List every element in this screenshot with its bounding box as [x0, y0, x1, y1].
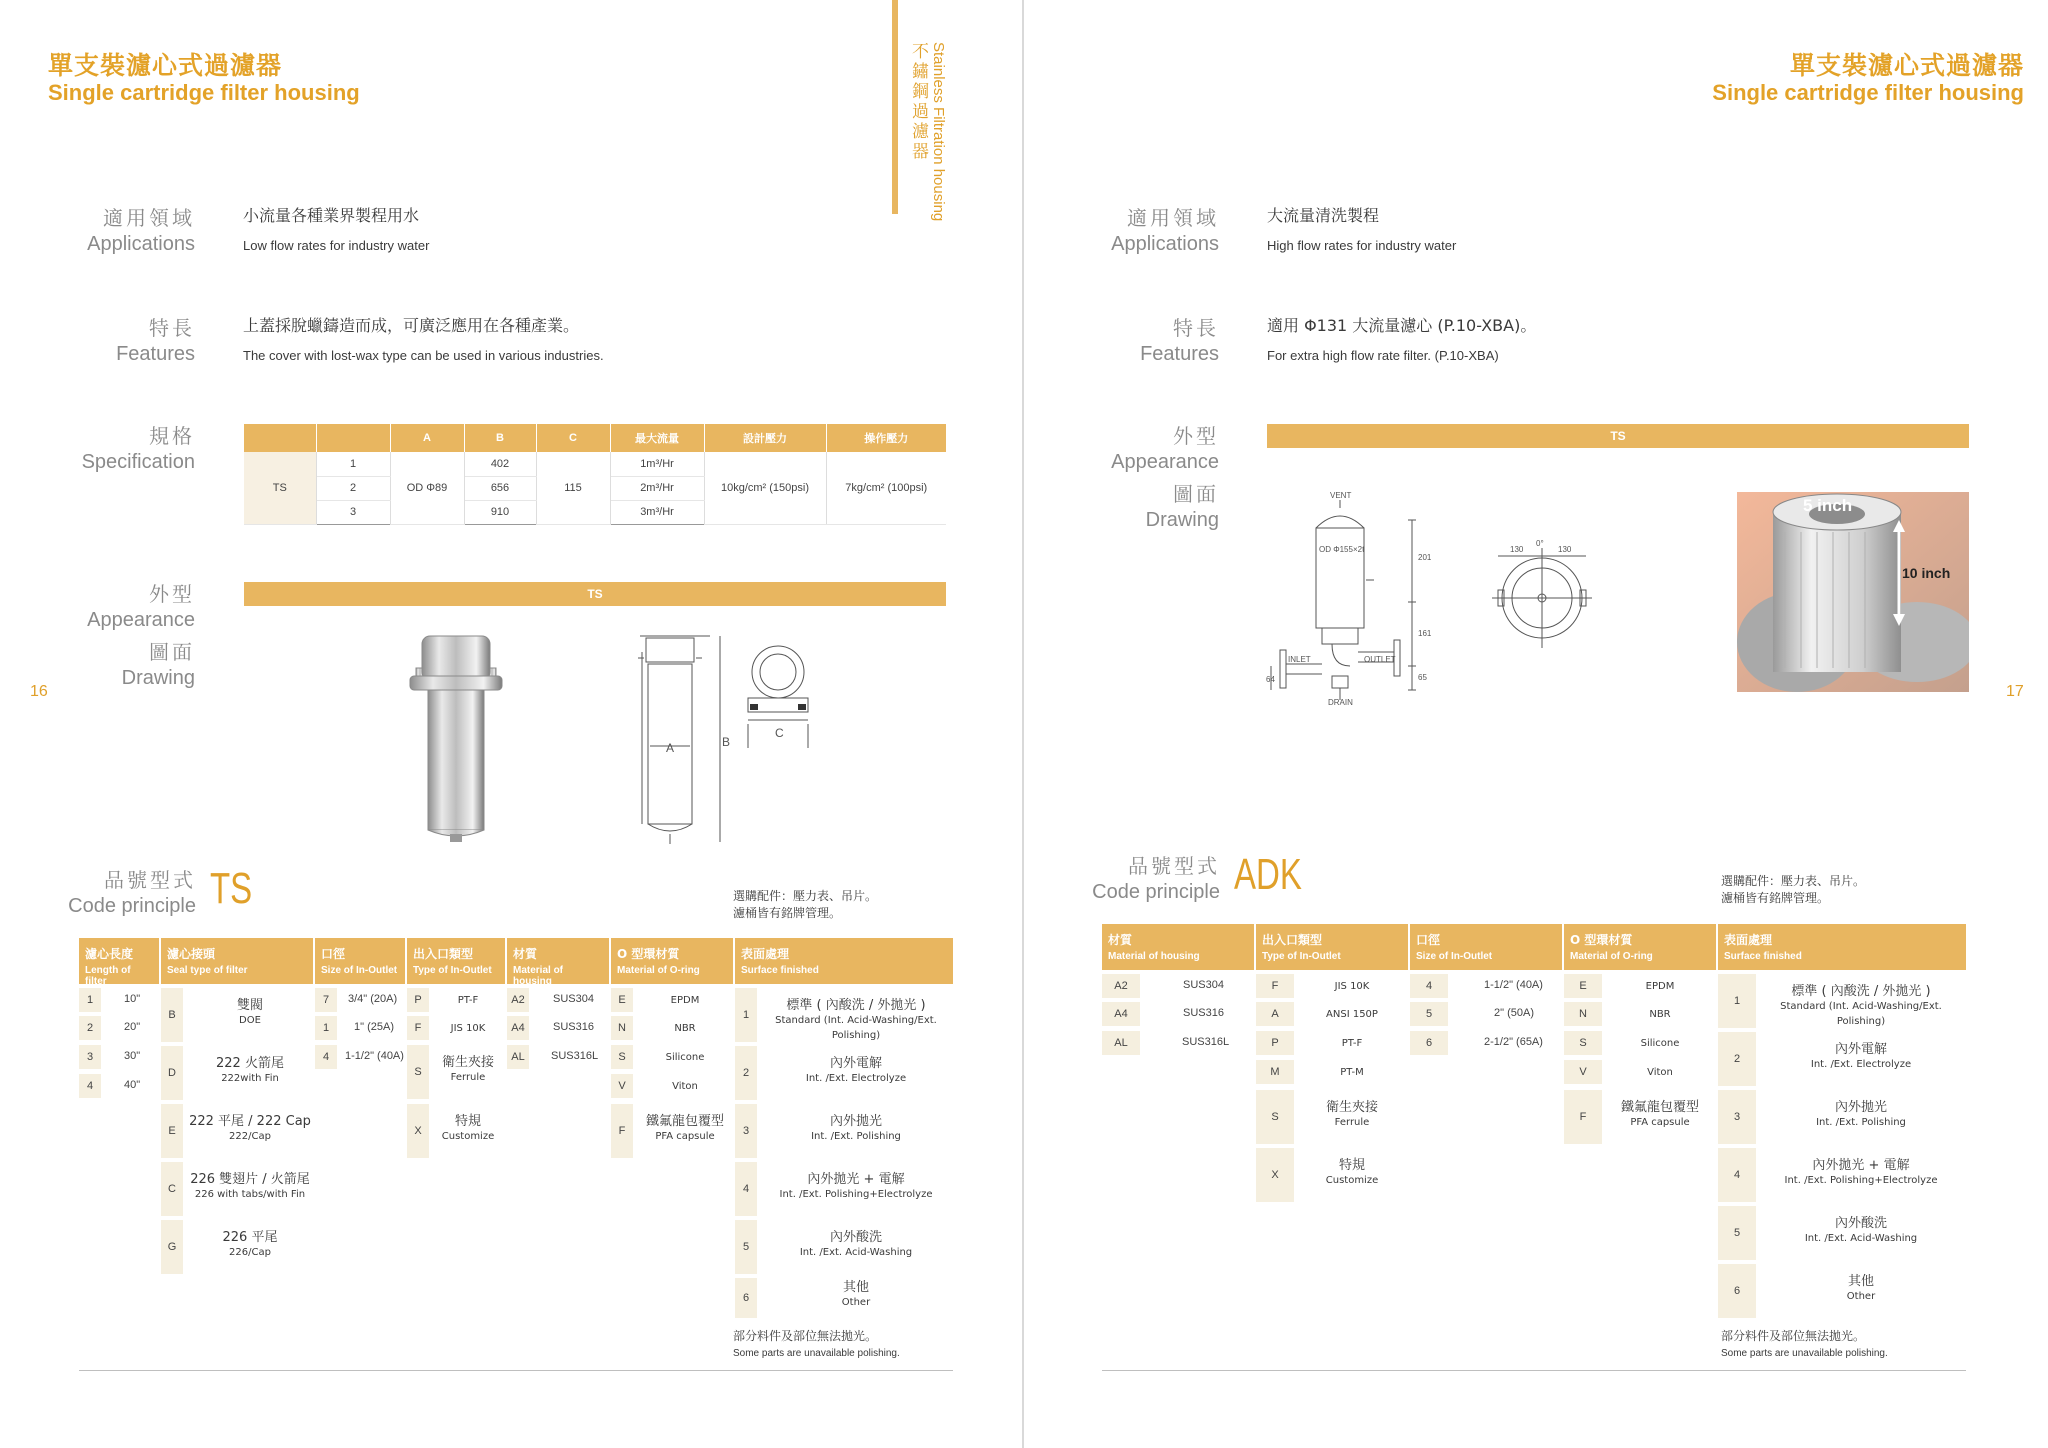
col-type: 出入口類型 Type of In-Outlet: [1256, 924, 1410, 970]
length-value: 40": [124, 1079, 141, 1091]
length-code: 2: [79, 1016, 101, 1040]
col-seal: 濾心接頭 Seal type of filter: [161, 938, 315, 984]
oring-code: F: [1564, 1090, 1602, 1144]
surface-item: 其他 Other: [841, 1280, 871, 1308]
bottom-divider: [79, 1370, 953, 1371]
oring-code: S: [611, 1045, 633, 1069]
material-value: SUS316L: [551, 1050, 599, 1062]
type-item: 衛生夾接 Ferrule: [1325, 1100, 1378, 1128]
type-item: PT-F: [1341, 1038, 1363, 1049]
type-code: X: [407, 1104, 429, 1158]
oring-code: E: [1564, 974, 1602, 998]
length-value: 20": [124, 1021, 141, 1033]
oring-code: V: [611, 1074, 633, 1098]
seal-item: 222 火箭尾 222with Fin: [216, 1056, 284, 1084]
surface-code: 3: [1718, 1090, 1756, 1144]
material-value: SUS304: [553, 993, 594, 1005]
features-value: 上蓋採脫蠟鑄造而成，可廣泛應用在各種產業。 The cover with lost-wax type can be used in various industries.: [243, 316, 604, 363]
section-tab-en: Stainless Filtration housing: [930, 42, 947, 222]
type-code: A: [1256, 1002, 1294, 1026]
surface-code: 5: [1718, 1206, 1756, 1260]
accessory-note: 選購配件：壓力表、吊片。 濾桶皆有銘牌管理。: [733, 889, 878, 920]
length-code: 3: [79, 1045, 101, 1069]
col-oring: O 型環材質 Material of O-ring: [611, 938, 735, 984]
spec-table: [244, 424, 946, 525]
seal-item: 226 雙翅片 / 火箭尾 226 with tabs/with Fin: [190, 1172, 310, 1200]
material-code: A4: [507, 1016, 529, 1040]
seal-code: E: [161, 1104, 183, 1158]
surface-code: 4: [1718, 1148, 1756, 1202]
surface-item: 內外酸洗 Int. /Ext. Acid-Washing: [799, 1230, 913, 1258]
size-value: 1-1/2" (40A): [345, 1050, 404, 1062]
type-code: S: [407, 1045, 429, 1099]
appearance-label: 外型 Appearance 圖面 Drawing: [1111, 424, 1219, 531]
dim-201: 201: [1418, 553, 1432, 562]
length-code: 4: [79, 1074, 101, 1098]
housing-photo: [404, 628, 508, 844]
type-item: PT-M: [1340, 1067, 1364, 1078]
length-value: 30": [124, 1050, 141, 1062]
material-value: SUS304: [1183, 979, 1224, 991]
oring-code: N: [1564, 1002, 1602, 1026]
surface-item: 內外酸洗 Int. /Ext. Acid-Washing: [1804, 1216, 1918, 1244]
oring-item: EPDM: [670, 995, 700, 1006]
type-code: P: [407, 988, 429, 1012]
oring-item: 鐵氟龍包覆型 PFA capsule: [1620, 1100, 1699, 1128]
size-code: 5: [1410, 1002, 1448, 1026]
applications-label: 適用領域 Applications: [1111, 206, 1219, 255]
type-item: 特規 Customize: [441, 1114, 495, 1142]
oring-code: N: [611, 1016, 633, 1040]
material-code: AL: [507, 1045, 529, 1069]
label-drain: DRAIN: [1328, 698, 1353, 707]
spec-row: TS 1 OD Φ89 402 115 1m³/Hr 10kg/cm² (150psi) 7kg/cm² (100psi): [244, 452, 946, 476]
type-item: JIS 10K: [450, 1023, 486, 1034]
spec-row: 3 910 3m³/Hr: [244, 500, 946, 524]
seal-item: 雙閥 DOE: [236, 998, 263, 1026]
label-od: OD Φ155×2t: [1319, 545, 1365, 554]
length-code: 1: [79, 988, 101, 1012]
oring-item: NBR: [674, 1023, 696, 1034]
size-code: 7: [315, 988, 337, 1012]
oring-item: Viton: [1647, 1067, 1673, 1078]
type-code: F: [407, 1016, 429, 1040]
surface-item: 內外拋光 Int. /Ext. Polishing: [811, 1114, 901, 1142]
type-item: 衛生夾接 Ferrule: [441, 1055, 494, 1083]
material-code: A2: [1102, 974, 1140, 998]
col-length: 濾心長度 Length of filter: [79, 938, 161, 984]
page-title-zh: 單支裝濾心式過濾器: [1789, 51, 2024, 80]
col-surface: 表面處理 Surface finished: [1718, 924, 1966, 970]
features-label: 特長 Features: [1140, 316, 1219, 365]
photo-label-length: 10 inch: [1902, 565, 1951, 581]
surface-code: 2: [1718, 1032, 1756, 1086]
label-outlet: OUTLET: [1364, 655, 1396, 664]
footnote: 部分料件及部位無法拋光。 Some parts are unavailable polishing.: [733, 1329, 900, 1359]
dim-65: 65: [1418, 673, 1427, 682]
section-tab-zh: 不鏽鋼過濾器: [908, 42, 928, 162]
surface-code: 1: [1718, 974, 1756, 1028]
features-value: 適用 Φ131 大流量濾心 (P.10-XBA)。 For extra high flow rate filter. (P.10-XBA): [1267, 316, 1537, 363]
type-item: PT-F: [457, 995, 479, 1006]
size-code: 4: [1410, 974, 1448, 998]
page-number: 16: [30, 683, 48, 700]
page-title-zh: 單支裝濾心式過濾器: [48, 51, 283, 80]
seal-code: G: [161, 1220, 183, 1274]
surface-code: 6: [735, 1278, 757, 1318]
type-item: 特規 Customize: [1325, 1158, 1379, 1186]
applications-value: 大流量清洗製程 High flow rates for industry water: [1267, 206, 1457, 253]
spec-header-row: A B C 最大流量 設計壓力 操作壓力: [244, 424, 946, 452]
seal-item: 222 平尾 / 222 Cap 222/Cap: [189, 1114, 311, 1142]
dimension-b: B: [722, 735, 731, 749]
size-code: 6: [1410, 1031, 1448, 1055]
surface-item: 標準 ( 內酸洗 / 外拋光 ) Standard (Int. Acid-Washing/Ext. Polishing): [1780, 984, 1942, 1027]
size-code: 4: [315, 1045, 337, 1069]
col-material: 材質 Material of housing: [1102, 924, 1256, 970]
dimension-c: C: [775, 726, 784, 740]
bottom-divider: [1102, 1370, 1966, 1371]
dim-angle: 0°: [1536, 539, 1544, 548]
dim-130a: 130: [1510, 545, 1524, 554]
size-value: 1" (25A): [354, 1021, 394, 1033]
seal-code: C: [161, 1162, 183, 1216]
material-value: SUS316: [1183, 1007, 1224, 1019]
col-type: 出入口類型 Type of In-Outlet: [407, 938, 507, 984]
material-value: SUS316: [553, 1021, 594, 1033]
dim-130b: 130: [1558, 545, 1572, 554]
type-code: S: [1256, 1090, 1294, 1144]
oring-code: E: [611, 988, 633, 1012]
material-code: A2: [507, 988, 529, 1012]
type-code: M: [1256, 1060, 1294, 1084]
surface-code: 4: [735, 1162, 757, 1216]
length-value: 10": [124, 993, 141, 1005]
dim-161: 161: [1418, 629, 1432, 638]
surface-item: 內外拋光 + 電解 Int. /Ext. Polishing+Electrolyze: [779, 1172, 933, 1200]
surface-code: 1: [735, 988, 757, 1042]
oring-code: F: [611, 1104, 633, 1158]
col-oring: O 型環材質 Material of O-ring: [1564, 924, 1718, 970]
seal-code: D: [161, 1046, 183, 1100]
size-code: 1: [315, 1016, 337, 1040]
col-surface: 表面處理 Surface finished: [735, 938, 953, 984]
spec-row: 2 656 2m³/Hr: [244, 476, 946, 500]
surface-item: 內外拋光 Int. /Ext. Polishing: [1816, 1100, 1906, 1128]
footnote: 部分料件及部位無法拋光。 Some parts are unavailable polishing.: [1721, 1329, 1888, 1359]
type-item: JIS 10K: [1334, 981, 1370, 992]
section-tab-bar: [892, 0, 898, 214]
size-value: 1-1/2" (40A): [1484, 979, 1543, 991]
label-vent: VENT: [1330, 491, 1352, 500]
applications-value: 小流量各種業界製程用水 Low flow rates for industry water: [243, 206, 430, 253]
surface-item: 內外電解 Int. /Ext. Electrolyze: [1810, 1042, 1912, 1070]
appearance-bar: TS: [1267, 424, 1969, 448]
cartridge-photo: [1737, 492, 1969, 692]
page-title-en: Single cartridge filter housing: [48, 80, 360, 105]
housing-drawing: [630, 628, 816, 848]
oring-item: NBR: [1649, 1009, 1671, 1020]
seal-code: B: [161, 988, 183, 1042]
surface-item: 內外電解 Int. /Ext. Electrolyze: [805, 1056, 907, 1084]
appearance-label: 外型 Appearance 圖面 Drawing: [87, 582, 195, 689]
code-principle-model: TS: [210, 864, 253, 913]
specification-label: 規格 Specification: [81, 424, 195, 473]
col-size: 口徑 Size of In-Outlet: [315, 938, 407, 984]
code-principle-label: 品號型式 Code principle: [68, 868, 196, 917]
right-page: [1024, 0, 2048, 1448]
material-value: SUS316L: [1182, 1036, 1230, 1048]
dimension-a: A: [666, 741, 675, 755]
oring-item: 鐵氟龍包覆型 PFA capsule: [645, 1114, 724, 1142]
oring-item: Silicone: [665, 1052, 705, 1063]
adk-drawing: [1266, 490, 1666, 710]
oring-item: Silicone: [1640, 1038, 1680, 1049]
seal-item: 226 平尾 226/Cap: [222, 1230, 278, 1258]
accessory-note: 選購配件：壓力表、吊片。 濾桶皆有銘牌管理。: [1721, 874, 1866, 905]
surface-item: 標準 ( 內酸洗 / 外拋光 ) Standard (Int. Acid-Washing/Ext. Polishing): [775, 998, 937, 1041]
oring-item: Viton: [672, 1081, 698, 1092]
surface-code: 6: [1718, 1264, 1756, 1318]
surface-item: 其他 Other: [1846, 1274, 1876, 1302]
page-number: 17: [2006, 683, 2024, 700]
size-value: 2" (50A): [1494, 1007, 1534, 1019]
dim-64: 64: [1266, 675, 1275, 684]
col-size: 口徑 Size of In-Outlet: [1410, 924, 1564, 970]
appearance-bar: TS: [244, 582, 946, 606]
oring-code: V: [1564, 1060, 1602, 1084]
oring-code: S: [1564, 1031, 1602, 1055]
applications-label: 適用領域 Applications: [87, 206, 195, 255]
oring-item: EPDM: [1645, 981, 1675, 992]
type-code: X: [1256, 1148, 1294, 1202]
material-code: AL: [1102, 1031, 1140, 1055]
type-code: F: [1256, 974, 1294, 998]
type-item: ANSI 150P: [1326, 1009, 1378, 1020]
size-value: 2-1/2" (65A): [1484, 1036, 1543, 1048]
features-label: 特長 Features: [116, 316, 195, 365]
col-material: 材質 Material of housing: [507, 938, 611, 984]
code-principle-model: ADK: [1234, 850, 1302, 899]
surface-code: 2: [735, 1046, 757, 1100]
photo-label-diameter: 5 inch: [1803, 496, 1853, 515]
code-principle-label: 品號型式 Code principle: [1092, 854, 1220, 903]
label-inlet: INLET: [1288, 655, 1311, 664]
type-code: P: [1256, 1031, 1294, 1055]
material-code: A4: [1102, 1002, 1140, 1026]
surface-code: 5: [735, 1220, 757, 1274]
size-value: 3/4" (20A): [348, 993, 398, 1005]
surface-item: 內外拋光 + 電解 Int. /Ext. Polishing+Electrolyze: [1784, 1158, 1938, 1186]
page-title-en: Single cartridge filter housing: [1712, 80, 2024, 105]
surface-code: 3: [735, 1104, 757, 1158]
